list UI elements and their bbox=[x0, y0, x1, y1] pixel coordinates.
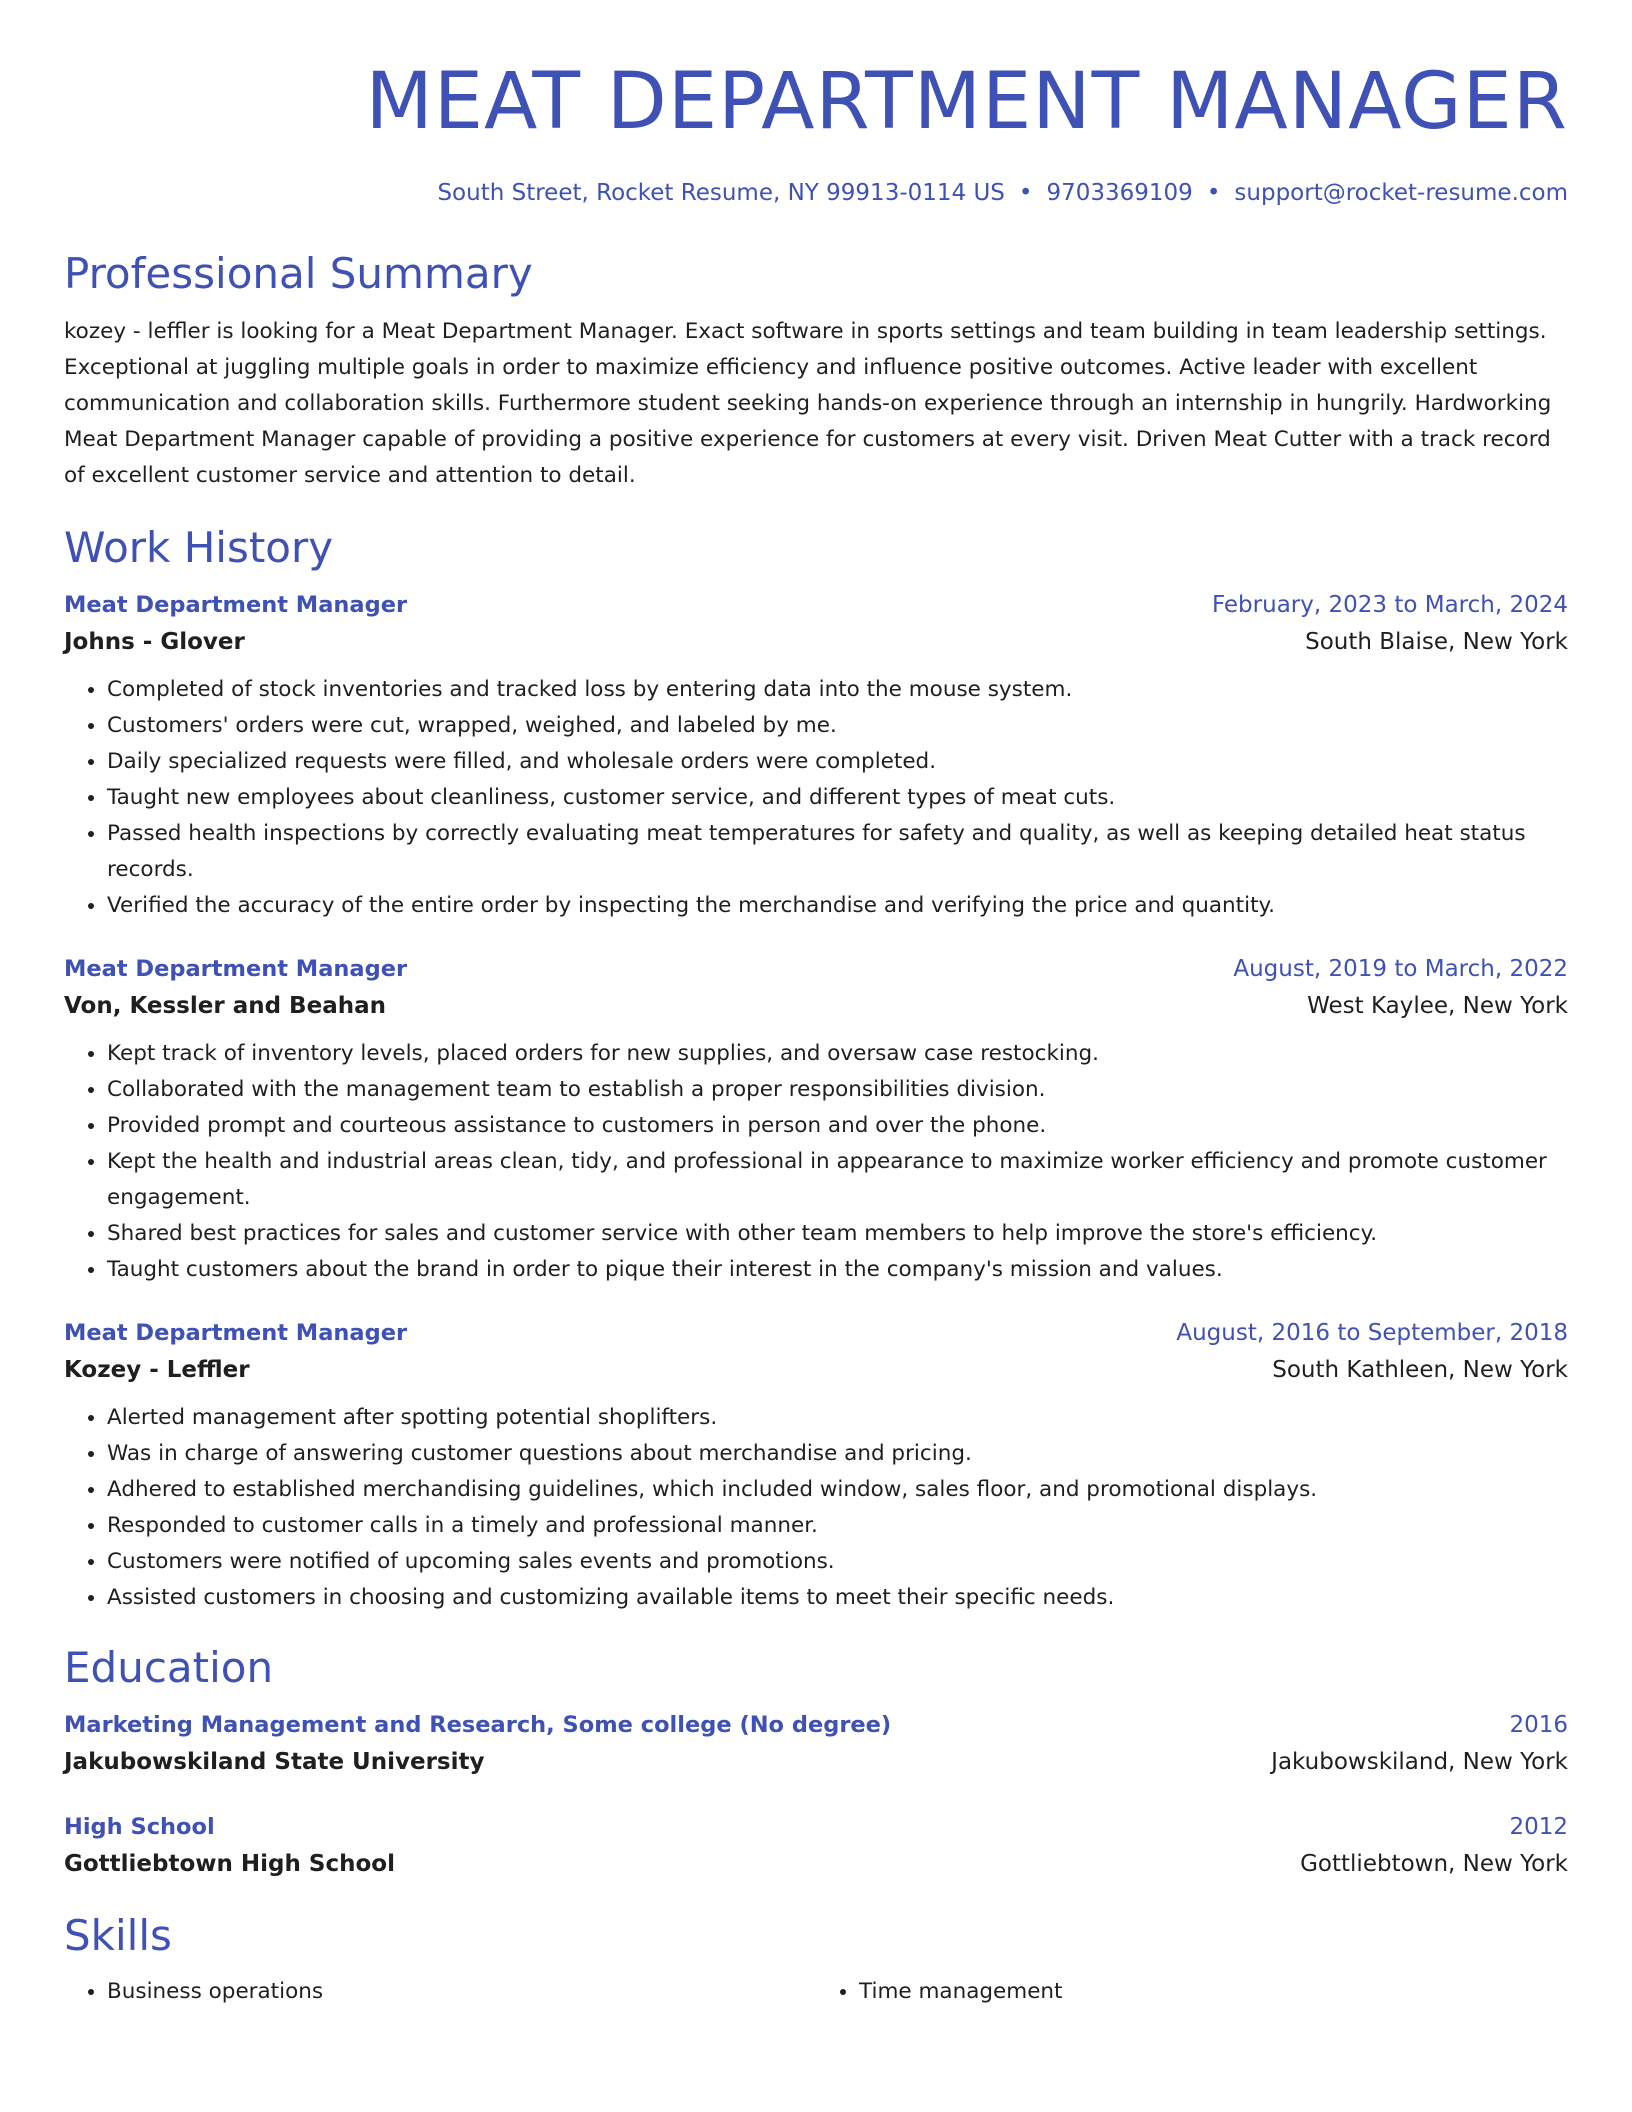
job-company-row bbox=[64, 986, 1568, 1026]
education-entry bbox=[64, 1708, 1568, 1782]
job-bullet: • Responded to customer calls in a timely and professional manner. bbox=[107, 1508, 1568, 1544]
education-school: Jakubowskiland State University bbox=[64, 1749, 485, 1775]
job-header-row bbox=[64, 952, 1568, 986]
job-role: Meat Department Manager bbox=[64, 1320, 408, 1346]
skill-item: • Time management bbox=[859, 1974, 1568, 2010]
job-entry bbox=[64, 588, 1568, 924]
section-title-skills: Skills bbox=[64, 1911, 172, 1960]
job-bullets bbox=[64, 1400, 1568, 1616]
job-bullet: • Passed health inspections by correctly evaluating meat temperatures for safety and quality, as well as keeping detailed heat status records. bbox=[107, 816, 1568, 888]
contact-separator: • bbox=[1206, 180, 1221, 206]
resume-name: MEAT DEPARTMENT MANAGER bbox=[365, 57, 1568, 147]
education-location: Gottliebtown, New York bbox=[1300, 1851, 1568, 1877]
education-school: Gottliebtown High School bbox=[64, 1851, 395, 1877]
education-degree: Marketing Management and Research, Some college (No degree) bbox=[64, 1712, 892, 1738]
job-location: South Blaise, New York bbox=[1305, 629, 1568, 655]
job-bullet: • Taught customers about the brand in order to pique their interest in the company's mission and values. bbox=[107, 1252, 1568, 1288]
contact-address: South Street, Rocket Resume, NY 99913-0114 US bbox=[437, 180, 1005, 206]
section-title-education: Education bbox=[64, 1643, 274, 1692]
job-bullet: • Daily specialized requests were filled, and wholesale orders were completed. bbox=[107, 744, 1568, 780]
skill-item: • Business operations bbox=[107, 1974, 816, 2010]
job-company: Kozey - Leffler bbox=[64, 1357, 250, 1383]
job-bullet: • Assisted customers in choosing and customizing available items to meet their specific needs. bbox=[107, 1580, 1568, 1616]
education-location: Jakubowskiland, New York bbox=[1271, 1749, 1568, 1775]
education-header-row bbox=[64, 1810, 1568, 1844]
contact-email: support@rocket-resume.com bbox=[1234, 180, 1568, 206]
job-bullet: • Customers' orders were cut, wrapped, weighed, and labeled by me. bbox=[107, 708, 1568, 744]
resume-header bbox=[64, 56, 1568, 208]
job-bullet: • Shared best practices for sales and customer service with other team members to help improve the store's efficiency. bbox=[107, 1216, 1568, 1252]
skills-list bbox=[64, 1974, 1568, 2010]
job-bullets bbox=[64, 1036, 1568, 1288]
job-bullet: • Alerted management after spotting potential shoplifters. bbox=[107, 1400, 1568, 1436]
job-header-row bbox=[64, 1316, 1568, 1350]
education-school-row bbox=[64, 1742, 1568, 1782]
job-role: Meat Department Manager bbox=[64, 956, 408, 982]
skills-column-right bbox=[816, 1974, 1568, 2010]
section-title-summary: Professional Summary bbox=[64, 249, 533, 298]
job-header-row bbox=[64, 588, 1568, 622]
job-location: South Kathleen, New York bbox=[1272, 1357, 1568, 1383]
job-company: Von, Kessler and Beahan bbox=[64, 993, 386, 1019]
job-dates: August, 2019 to March, 2022 bbox=[1233, 956, 1568, 982]
contact-line bbox=[64, 178, 1568, 208]
education-header-row bbox=[64, 1708, 1568, 1742]
job-entry bbox=[64, 1316, 1568, 1616]
job-role: Meat Department Manager bbox=[64, 592, 408, 618]
education-school-row bbox=[64, 1844, 1568, 1884]
job-bullet: • Collaborated with the management team to establish a proper responsibilities division. bbox=[107, 1072, 1568, 1108]
job-company-row bbox=[64, 1350, 1568, 1390]
section-title-work-history: Work History bbox=[64, 523, 334, 572]
skills-column-left bbox=[64, 1974, 816, 2010]
education-year: 2016 bbox=[1509, 1712, 1568, 1738]
summary-text: kozey - leffler is looking for a Meat Department Manager. Exact software in sports settings and team building in team leadership settings. Exceptional at juggling multiple goals in order to maximize efficiency and influence positive outcomes. Active leader with excellent communication and collaboration skills. Furthermore student seeking hands-on experience through an internship in hungrily. Hardworking Meat Department Manager capable of providing a positive experience for customers at every visit. Driven Meat Cutter with a track record of excellent customer service and attention to detail. bbox=[64, 319, 1552, 488]
education-degree: High School bbox=[64, 1814, 215, 1840]
education-year: 2012 bbox=[1509, 1814, 1568, 1840]
job-location: West Kaylee, New York bbox=[1307, 993, 1568, 1019]
job-bullet: • Was in charge of answering customer questions about merchandise and pricing. bbox=[107, 1436, 1568, 1472]
job-bullets bbox=[64, 672, 1568, 924]
job-dates: August, 2016 to September, 2018 bbox=[1176, 1320, 1568, 1346]
job-company-row bbox=[64, 622, 1568, 662]
contact-phone: 9703369109 bbox=[1046, 180, 1193, 206]
job-entry bbox=[64, 952, 1568, 1288]
job-bullet: • Customers were notified of upcoming sales events and promotions. bbox=[107, 1544, 1568, 1580]
job-company: Johns - Glover bbox=[64, 629, 245, 655]
job-bullet: • Taught new employees about cleanliness, customer service, and different types of meat cuts. bbox=[107, 780, 1568, 816]
job-bullet: • Kept track of inventory levels, placed orders for new supplies, and oversaw case restocking. bbox=[107, 1036, 1568, 1072]
job-bullet: • Completed of stock inventories and tracked loss by entering data into the mouse system. bbox=[107, 672, 1568, 708]
contact-separator: • bbox=[1018, 180, 1033, 206]
job-bullet: • Provided prompt and courteous assistance to customers in person and over the phone. bbox=[107, 1108, 1568, 1144]
job-bullet: • Verified the accuracy of the entire order by inspecting the merchandise and verifying the price and quantity. bbox=[107, 888, 1568, 924]
education-entry bbox=[64, 1810, 1568, 1884]
job-bullet: • Adhered to established merchandising guidelines, which included window, sales floor, and promotional displays. bbox=[107, 1472, 1568, 1508]
job-bullet: • Kept the health and industrial areas clean, tidy, and professional in appearance to maximize worker efficiency and promote customer engagement. bbox=[107, 1144, 1568, 1216]
job-dates: February, 2023 to March, 2024 bbox=[1211, 592, 1568, 618]
